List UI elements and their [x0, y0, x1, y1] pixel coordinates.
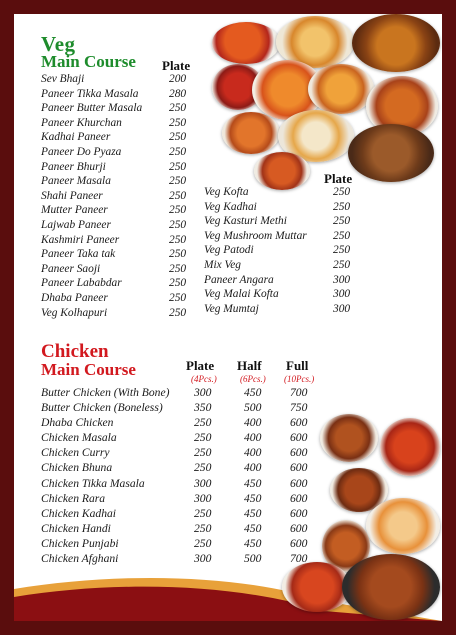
item-price: 250 [169, 306, 187, 319]
list-item [41, 87, 211, 102]
list-item [41, 160, 211, 175]
item-name: Veg Mushroom Muttar [204, 229, 307, 242]
item-name: Paneer Do Pyaza [41, 145, 122, 158]
item-price: 250 [169, 204, 187, 217]
item-price: 300 [333, 302, 351, 315]
item-name: Shahi Paneer [41, 189, 103, 202]
full-price: 600 [290, 461, 308, 475]
table-row [41, 415, 321, 430]
item-price: 250 [169, 233, 187, 246]
dal-dish-image [308, 64, 374, 114]
chicken-subtitle: Main Course [41, 360, 136, 379]
item-name: Paneer Khurchan [41, 116, 122, 129]
list-item [41, 130, 211, 145]
item-name: Kadhai Paneer [41, 131, 111, 144]
item-name: Chicken Kadhai [41, 506, 117, 520]
veg-list-right [204, 185, 364, 316]
plate-price: 250 [194, 446, 212, 460]
item-name: Chicken Afghani [41, 552, 119, 566]
full-column-header: Full [286, 358, 309, 373]
full-price: 700 [290, 552, 308, 566]
full-price: 600 [290, 536, 308, 550]
item-name: Dhaba Paneer [41, 291, 108, 304]
item-price: 300 [333, 273, 351, 286]
item-name: Veg Mumtaj [204, 302, 259, 315]
half-price: 450 [244, 536, 262, 550]
chicken-leg-image [320, 414, 378, 462]
list-item [204, 214, 364, 229]
item-name: Veg Patodi [204, 244, 254, 257]
plate-price: 250 [194, 536, 212, 550]
item-name: Butter Chicken (Boneless) [41, 401, 163, 415]
item-price: 250 [333, 244, 351, 257]
table-row [41, 521, 321, 536]
item-price: 250 [333, 200, 351, 213]
half-price: 400 [244, 461, 262, 475]
item-price: 250 [169, 102, 187, 115]
item-name: Paneer Taka tak [41, 248, 116, 261]
item-price: 250 [169, 277, 187, 290]
item-name: Kashmiri Paneer [41, 233, 120, 246]
item-price: 250 [333, 186, 351, 198]
plate-price: 300 [194, 476, 212, 490]
table-row [41, 385, 321, 400]
item-name: Chicken Tikka Masala [41, 476, 145, 490]
list-item [41, 291, 211, 306]
item-price: 250 [169, 218, 187, 231]
table-row [41, 506, 321, 521]
full-unit: (10Pcs.) [284, 374, 315, 384]
table-row [41, 476, 321, 491]
half-price: 500 [244, 401, 262, 415]
table-row [41, 445, 321, 460]
list-item [41, 218, 211, 233]
item-price: 250 [169, 189, 187, 202]
chicken-title: Chicken [41, 341, 109, 362]
item-price: 250 [333, 229, 351, 242]
item-name: Paneer Masala [41, 175, 111, 188]
full-price: 600 [290, 506, 308, 520]
veg-subtitle: Main Course [41, 52, 136, 71]
full-price: 600 [290, 446, 308, 460]
menu-page [14, 14, 442, 621]
half-price: 450 [244, 506, 262, 520]
item-price: 250 [169, 291, 187, 304]
list-item [41, 262, 211, 277]
item-name: Paneer Angara [204, 273, 274, 286]
item-price: 300 [333, 288, 351, 301]
item-name: Veg Kofta [204, 186, 249, 198]
full-price: 600 [290, 521, 308, 535]
list-item [204, 273, 364, 288]
item-name: Veg Kadhai [204, 200, 257, 213]
item-price: 250 [333, 215, 351, 228]
plate-price: 250 [194, 506, 212, 520]
item-name: Chicken Handi [41, 521, 111, 535]
full-price: 600 [290, 491, 308, 505]
list-item [41, 233, 211, 248]
item-name: Chicken Curry [41, 446, 110, 460]
plate-price: 300 [194, 491, 212, 505]
table-row [41, 400, 321, 415]
list-item [204, 229, 364, 244]
chicken-list [41, 385, 321, 566]
list-item [41, 189, 211, 204]
tandoori-chicken-image [380, 418, 440, 476]
item-name: Paneer Tikka Masala [41, 87, 139, 100]
half-unit: (6Pcs.) [240, 374, 266, 384]
full-price: 700 [290, 386, 308, 399]
full-price: 600 [290, 416, 308, 430]
plate-column-header: Plate [186, 358, 215, 373]
chicken-platter-image [342, 554, 440, 620]
list-item [41, 203, 211, 218]
item-price: 250 [169, 116, 187, 129]
list-item [204, 287, 364, 302]
item-name: Lajwab Paneer [41, 218, 111, 231]
item-price: 250 [169, 262, 187, 275]
item-price: 250 [169, 145, 187, 158]
butter-chicken-image [366, 498, 440, 554]
item-price: 250 [169, 175, 187, 188]
list-item [41, 101, 211, 116]
list-item [41, 145, 211, 160]
list-item [41, 306, 211, 321]
item-name: Chicken Rara [41, 491, 106, 505]
plate-price: 350 [194, 401, 212, 415]
half-price: 400 [244, 446, 262, 460]
curry-plate-image [254, 152, 310, 190]
list-item [41, 116, 211, 131]
plate-price: 250 [194, 431, 212, 445]
half-price: 450 [244, 476, 262, 490]
item-price: 250 [169, 131, 187, 144]
plate-price: 300 [194, 386, 212, 399]
veg-list-left [41, 72, 211, 320]
table-row [41, 491, 321, 506]
item-price: 250 [169, 248, 187, 261]
item-name: Paneer Saoji [41, 262, 101, 275]
half-price: 450 [244, 491, 262, 505]
half-price: 400 [244, 416, 262, 430]
half-price: 500 [244, 552, 262, 566]
item-name: Chicken Masala [41, 431, 117, 445]
item-price: 250 [169, 160, 187, 173]
item-name: Chicken Punjabi [41, 536, 119, 550]
item-name: Veg Malai Kofta [204, 288, 279, 301]
plate-price: 250 [194, 521, 212, 535]
half-price: 450 [244, 521, 262, 535]
item-price: 280 [169, 87, 187, 100]
list-item [41, 276, 211, 291]
plate-price: 250 [194, 461, 212, 475]
item-name: Chicken Bhuna [41, 461, 113, 475]
list-item [204, 200, 364, 215]
kadhai-dish-image [222, 112, 280, 154]
item-name: Paneer Butter Masala [41, 102, 143, 115]
item-price: 250 [333, 258, 351, 271]
item-name: Butter Chicken (With Bone) [41, 386, 170, 399]
item-name: Veg Kasturi Methi [204, 215, 287, 228]
plate-price: 300 [194, 552, 212, 566]
full-price: 750 [290, 401, 308, 415]
item-name: Veg Kolhapuri [41, 306, 108, 319]
list-item [204, 258, 364, 273]
plate-price: 250 [194, 416, 212, 430]
item-price: 200 [169, 73, 187, 85]
item-name: Sev Bhaji [41, 73, 85, 85]
curry-bowl-image [212, 22, 280, 64]
item-name: Dhaba Chicken [41, 416, 114, 430]
veg-plate-header-right: Plate [324, 171, 353, 186]
table-row [41, 430, 321, 445]
list-item [41, 247, 211, 262]
list-item [204, 302, 364, 317]
full-price: 600 [290, 476, 308, 490]
item-name: Mix Veg [204, 258, 242, 271]
tandoori-platter-image [348, 124, 434, 182]
table-row [41, 460, 321, 475]
list-item [41, 72, 211, 87]
half-price: 400 [244, 431, 262, 445]
full-price: 600 [290, 431, 308, 445]
item-name: Paneer Bhurji [41, 160, 106, 173]
list-item [41, 174, 211, 189]
veg-plate-header-left: Plate [162, 58, 191, 73]
veg-title: Veg [41, 32, 76, 56]
half-column-header: Half [237, 358, 262, 373]
plate-unit: (4Pcs.) [191, 374, 217, 384]
item-name: Mutter Paneer [41, 204, 108, 217]
table-row [41, 536, 321, 551]
handi-pot-image [352, 14, 440, 72]
half-price: 450 [244, 386, 262, 399]
item-name: Paneer Lababdar [41, 277, 122, 290]
list-item [204, 243, 364, 258]
